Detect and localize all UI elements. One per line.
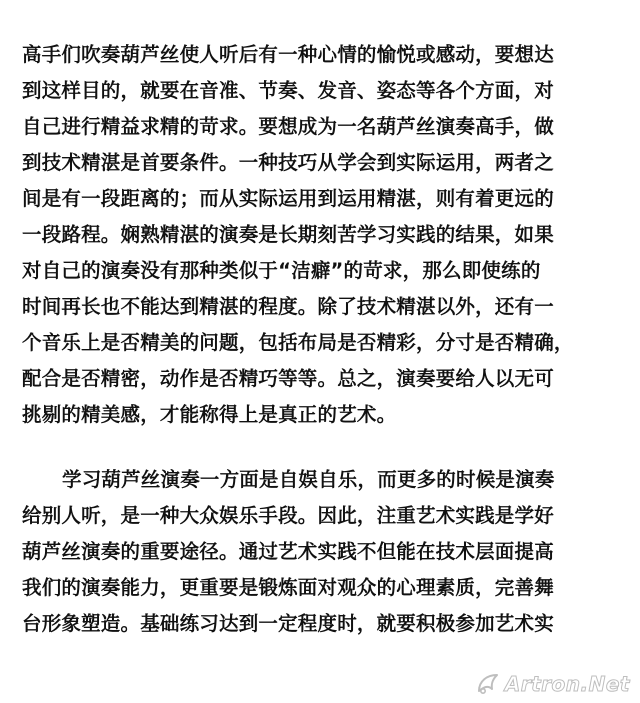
watermark-text: Artron.Net — [504, 672, 630, 696]
artron-logo-icon — [475, 671, 501, 697]
text-line: 给别人听，是一种大众娱乐手段。因此，注重艺术实践是学好 — [22, 504, 554, 527]
text-line: 间是有一段距离的；而从实际运用到运用精湛，则有着更远的 — [22, 187, 554, 210]
text-line: 配合是否精密，动作是否精巧等等。总之，演奏要给人以无可 — [22, 367, 554, 390]
text-line: 自己进行精益求精的苛求。要想成为一名葫芦丝演奏高手，做 — [22, 115, 554, 138]
artron-watermark — [475, 671, 630, 697]
paragraph-1 — [22, 37, 622, 433]
text-line: 高手们吹奏葫芦丝使人听后有一种心情的愉悦或感动，要想达 — [22, 43, 554, 66]
text-line-indented: 学习葫芦丝演奏一方面是自娱自乐，而更多的时候是演奏 — [62, 468, 555, 491]
text-line: 时间再长也不能达到精湛的程度。除了技术精湛以外，还有一 — [22, 295, 554, 318]
text-line: 台形象塑造。基础练习达到一定程度时，就要积极参加艺术实 — [22, 612, 554, 635]
text-line: 我们的演奏能力，更重要是锻炼面对观众的心理素质，完善舞 — [22, 576, 554, 599]
text-line: 个音乐上是否精美的问题，包括布局是否精彩，分寸是否精确， — [22, 331, 574, 354]
text-line: 到这样目的，就要在音准、节奏、发音、姿态等各个方面，对 — [22, 79, 554, 102]
text-line: 挑剔的精美感，才能称得上是真正的艺术。 — [22, 403, 397, 426]
text-line: 到技术精湛是首要条件。一种技巧从学会到实际运用，两者之 — [22, 151, 554, 174]
text-line: 一段路程。娴熟精湛的演奏是长期刻苦学习实践的结果，如果 — [22, 223, 554, 246]
paragraph-2 — [22, 462, 622, 642]
text-line: 葫芦丝演奏的重要途径。通过艺术实践不但能在技术层面提高 — [22, 540, 554, 563]
text-line: 对自己的演奏没有那种类似于“洁癖”的苛求，那么即使练的 — [22, 259, 541, 282]
